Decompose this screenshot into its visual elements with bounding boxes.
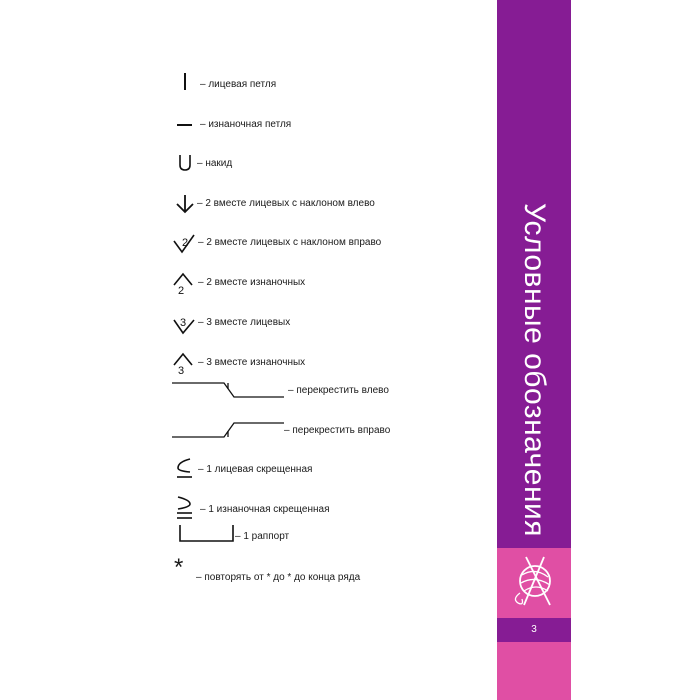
legend-label-k3tog: – 3 вместе лицевых <box>198 317 291 328</box>
legend-label-repeat-asterisk: – повторять от * до * до конца ряда <box>196 572 361 583</box>
legend-label-cross-right: – перекрестить вправо <box>284 425 391 436</box>
p3tog-icon <box>172 352 196 376</box>
k3tog-icon <box>173 312 197 336</box>
legend-label-repeat: – 1 раппорт <box>235 531 290 542</box>
purl-twisted-icon <box>175 496 195 522</box>
yarn-over-icon <box>178 155 192 172</box>
legend-label-knit-twisted: – 1 лицевая скрещенная <box>198 464 313 475</box>
k2tog-right-digit: 2 <box>182 237 189 249</box>
legend-label-yarn-over: – накид <box>197 158 233 169</box>
k3tog-digit: 3 <box>180 317 187 329</box>
legend-label-k2tog-left: – 2 вместе лицевых с наклоном влево <box>197 198 375 209</box>
p2tog-digit: 2 <box>178 285 185 297</box>
p2tog-icon <box>172 272 196 296</box>
repeat-bracket-icon <box>179 523 237 545</box>
legend-label-k2tog-right: – 2 вместе лицевых с наклоном вправо <box>198 237 382 248</box>
cross-left-icon <box>172 379 286 401</box>
page-number: 3 <box>531 624 537 635</box>
purl-stitch-icon <box>177 123 193 127</box>
sidebar-bottom-panel <box>497 642 571 700</box>
knit-stitch-icon <box>180 73 190 91</box>
yarn-ball-icon <box>510 553 560 613</box>
legend-label-p2tog: – 2 вместе изнаночных <box>198 277 306 288</box>
legend-label-purl: – изнаночная петля <box>200 119 292 130</box>
knit-twisted-icon <box>175 458 195 480</box>
p3tog-digit: 3 <box>178 365 185 377</box>
asterisk-icon: * <box>174 554 184 581</box>
legend-label-p3tog: – 3 вместе изнаночных <box>198 357 306 368</box>
sidebar-title-text: Условные обозначения <box>518 202 551 538</box>
legend-label-cross-left: – перекрестить влево <box>288 385 389 396</box>
cross-right-icon <box>172 420 286 442</box>
sidebar-title <box>497 0 571 545</box>
legend-label-knit: – лицевая петля <box>200 79 277 90</box>
k2tog-right-icon <box>173 231 197 255</box>
legend-label-purl-twisted: – 1 изнаночная скрещенная <box>200 504 330 515</box>
k2tog-left-icon <box>176 195 194 214</box>
